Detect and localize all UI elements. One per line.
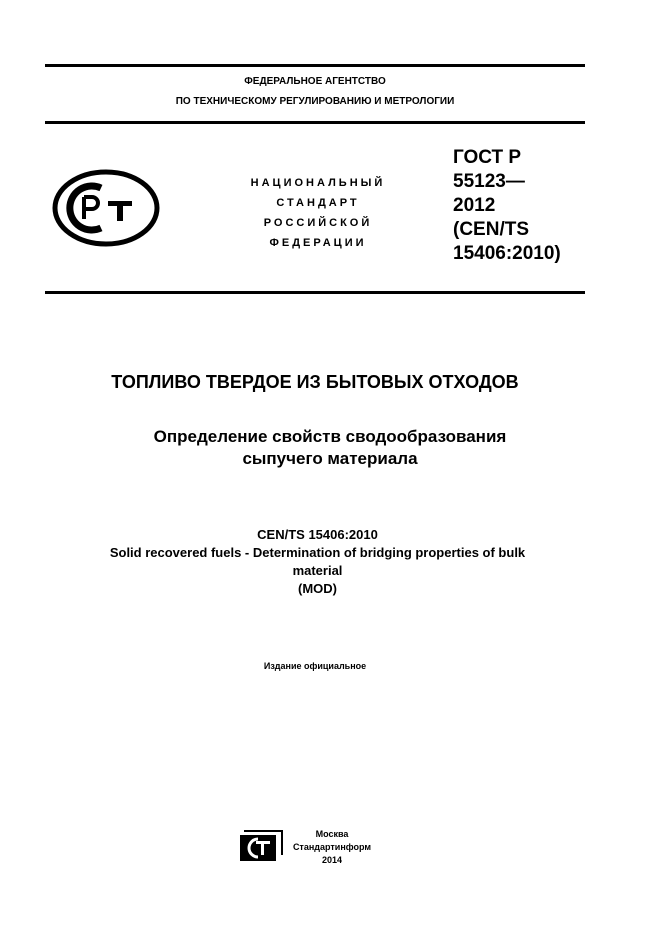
publisher-info [290,828,374,867]
publisher-name: Стандартинформ [292,842,372,852]
designation-line: ГОСТ Р [453,147,522,168]
national-line: РОССИЙСКОЙ [263,217,373,229]
modification-label: (MOD) [298,581,337,596]
document-title: ТОПЛИВО ТВЕРДОЕ ИЗ БЫТОВЫХ ОТХОДОВ [111,372,519,392]
standartinform-logo-icon [236,829,286,863]
designation-line: 2012 [453,195,496,216]
source-title-line: Solid recovered fuels - Determination of bridging properties of bulk [109,545,526,560]
section-rule [45,291,585,294]
national-standard-label [228,173,408,253]
designation-line: (CEN/TS [453,219,529,240]
top-rule [45,64,585,67]
edition-label: Издание официальное [263,661,367,671]
source-title-line: material [292,563,343,578]
designation-line: 55123— [453,171,525,192]
subtitle-line: Определение свойств сводообразования [153,427,507,446]
national-line: ФЕДЕРАЦИИ [269,237,367,249]
source-code: CEN/TS 15406:2010 [257,527,378,542]
source-standard [40,526,595,598]
national-line: НАЦИОНАЛЬНЫЙ [250,177,386,189]
standard-designation [453,146,583,266]
agency-line-1: ФЕДЕРАЛЬНОЕ АГЕНТСТВО [244,76,386,87]
logo-text: РСТ [52,169,54,170]
document-subtitle [60,426,600,470]
publisher-city: Москва [315,829,349,839]
rst-conformity-mark-icon [52,169,160,247]
national-line: СТАНДАРТ [276,197,360,209]
publisher-year: 2014 [321,855,343,865]
header-rule [45,121,585,124]
designation-line: 15406:2010) [453,243,561,264]
agency-line-2: ПО ТЕХНИЧЕСКОМУ РЕГУЛИРОВАНИЮ И МЕТРОЛОГИИ [175,96,455,107]
subtitle-line: сыпучего материала [242,449,418,468]
